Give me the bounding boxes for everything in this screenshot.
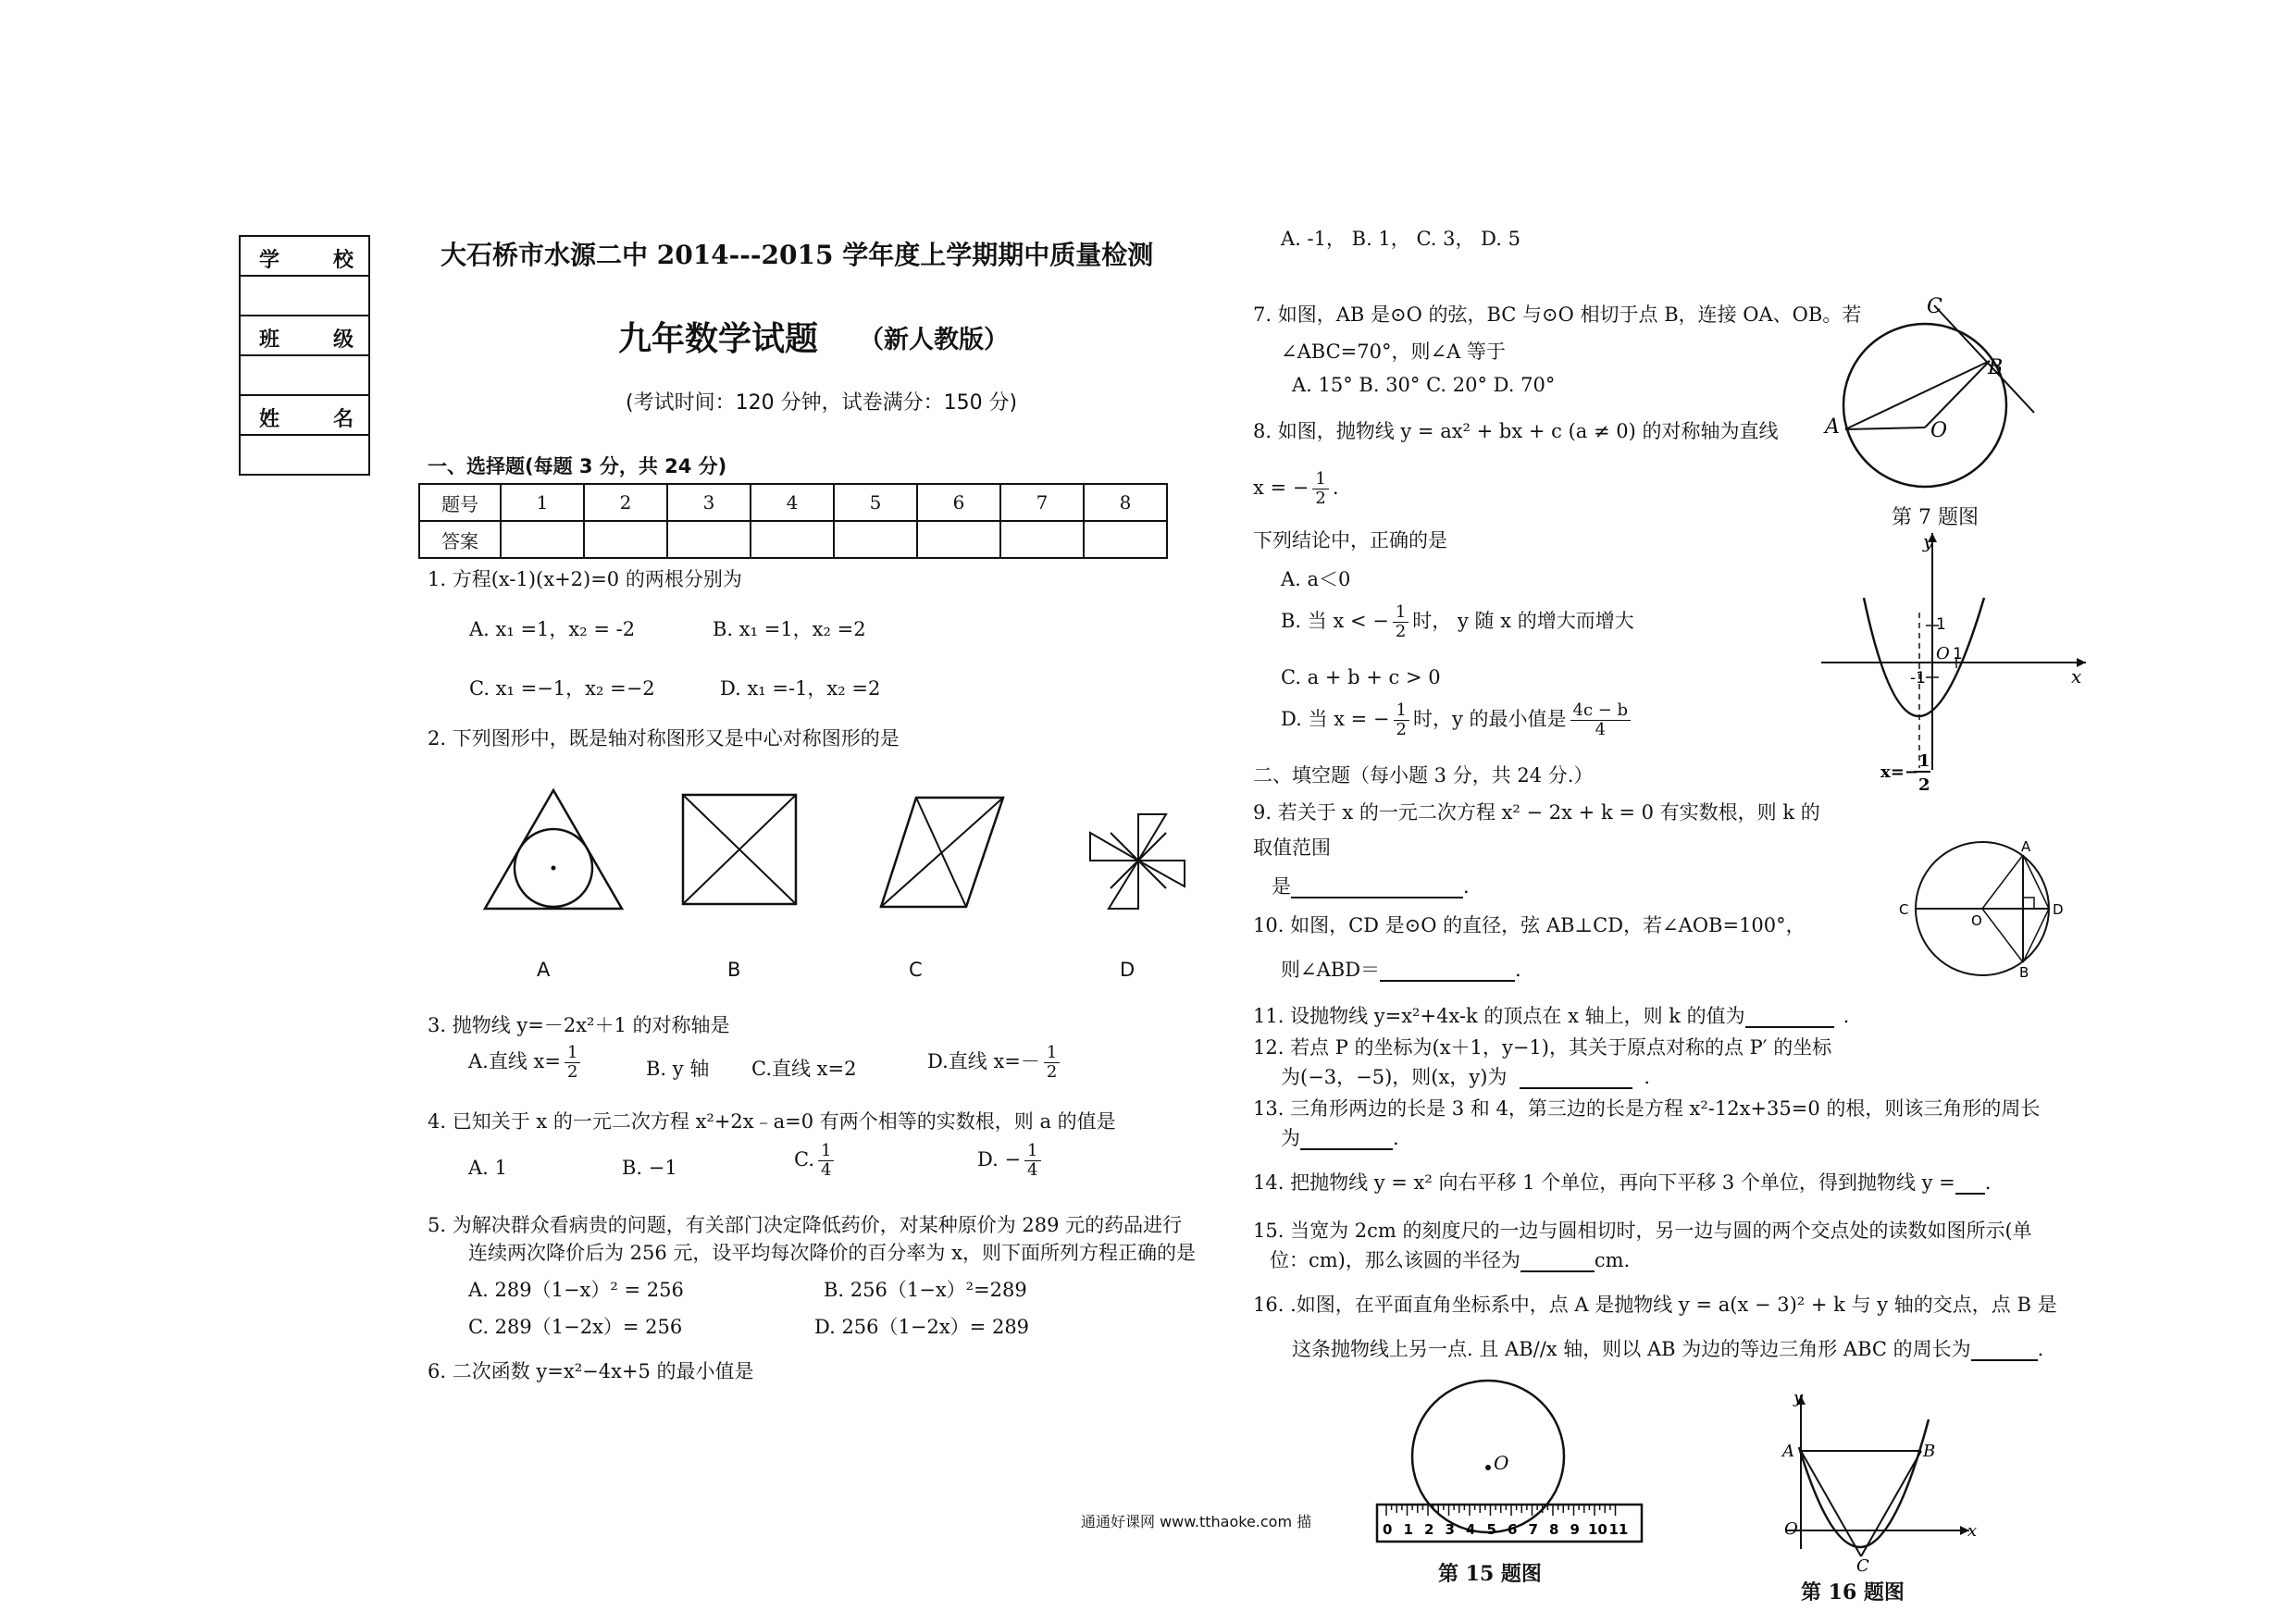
q7-caption: 第 7 题图 [1892,506,1979,529]
q6-options: A. -1， B. 1， C. 3， D. 5 [1281,228,1520,250]
footer-text: 通通好课网 www.tthaoke.com 描 [1081,1513,1312,1530]
q2-figure-b [680,792,800,907]
q7-label-o: O [1930,419,1948,442]
table-num: 3 [667,484,751,521]
ruler-number: 0 [1383,1521,1393,1538]
q5-stem-line1: 5. 为解决群众看病贵的问题，有关部门决定降低药价，对某种原价为 289 元的药品进行 [428,1214,1183,1236]
table-num: 4 [751,484,834,521]
q2-figure-c [877,794,1007,911]
answer-cell[interactable] [917,521,1000,558]
q12-stem-line1: 12. 若点 P 的坐标为(x＋1，y−1)，其关于原点对称的点 P′ 的坐标 [1253,1036,1832,1059]
q12-blank[interactable] [1520,1067,1632,1089]
q10-label-d: D [2053,901,2064,918]
q11-line: 11. 设抛物线 y=x²+4x-k 的顶点在 x 轴上，则 k 的值为 . [1253,1005,1850,1027]
ruler-ticks [1386,1505,1616,1516]
table-row1-label: 题号 [419,484,501,521]
q9-stem-line1: 9. 若关于 x 的一元二次方程 x² − 2x + k = 0 有实数根，则 k 的 [1253,801,1820,824]
q16-blank[interactable] [1971,1339,2038,1361]
q9-answer-line: 是 . [1272,875,1470,898]
q10-figure [1892,836,2077,985]
q4-option-d: D. − $\frac{1}{4}$ [977,1142,1045,1180]
q16-answer-line: 这条抛物线上另一点. 且 AB//x 轴，则以 AB 为边的等边三角形 ABC 的周长为 . [1292,1338,2044,1360]
q3-option-b: B. y 轴 [646,1058,710,1080]
q16-label-o: O [1784,1519,1798,1539]
q16-axis-x: x [1967,1521,1978,1541]
q2-figure-d [1064,805,1212,916]
q10-answer-line: 则∠ABD＝ . [1281,959,1521,981]
q8-option-c: C. a + b + c > 0 [1281,666,1441,688]
q15-answer-line: 位：cm)，那么该圆的半径为 cm. [1270,1249,1631,1271]
q8-tick-1x: 1 [1953,645,1963,663]
q2-label-a: A [537,959,551,981]
q7-label-c: C [1927,295,1942,318]
q14-line: 14. 把抛物线 y = x² 向右平移 1 个单位，再向下平移 3 个单位，得到抛物线 y = . [1253,1171,1992,1194]
q15-stem-line1: 15. 当宽为 2cm 的刻度尺的一边与圆相切时，另一边与圆的两个交点处的读数如图所示(单 [1253,1220,2032,1242]
q5-option-a: A. 289（1−x）² = 256 [468,1279,684,1301]
q8-axis-den: 2 [1918,775,1930,795]
q3-option-a: A.直线 x= $\frac{1}{2}$ [468,1044,584,1082]
info-class-field[interactable] [241,356,368,396]
q7-label-a: A [1825,415,1840,439]
q4-stem: 4. 已知关于 x 的一元二次方程 x²+2x﹣a=0 有两个相等的实数根，则 a 的值是 [428,1110,1116,1133]
q2-label-c: C [909,959,923,981]
answer-table [418,483,1168,559]
exam-edition: （新人教版） [859,326,1009,354]
info-school-field[interactable] [241,277,368,316]
answer-cell[interactable] [1000,521,1084,558]
q2-label-b: B [727,959,741,981]
q10-label-b: B [2019,964,2029,981]
q15-caption: 第 15 题图 [1438,1562,1542,1586]
answer-cell[interactable] [751,521,834,558]
q2-label-d: D [1120,959,1136,981]
q5-option-b: B. 256（1−x）²=289 [824,1279,1027,1301]
q7-options: A. 15° B. 30° C. 20° D. 70° [1292,374,1556,396]
q3-option-d: D.直线 x=－ $\frac{1}{2}$ [927,1044,1063,1082]
exam-info: (考试时间：120 分钟，试卷满分：150 分) [626,391,1018,415]
answer-cell[interactable] [584,521,667,558]
ruler-number: 6 [1508,1521,1518,1538]
q15-blank[interactable] [1520,1250,1595,1272]
q10-label-c: C [1899,901,1909,918]
q7-stem-line1: 7. 如图，AB 是⊙O 的弦，BC 与⊙O 相切于点 B，连接 OA、OB。若 [1253,304,1862,326]
q8-axis: x = − $\frac{1}{2}$ . [1253,469,1339,508]
section1-heading: 一、选择题(每题 3 分，共 24 分) [428,455,727,477]
q2-figure-a [481,787,629,912]
ruler-number: 8 [1549,1521,1559,1538]
q4-option-b: B. −1 [622,1157,677,1179]
exam-subtitle: 九年数学试题 [618,319,819,358]
q1-stem: 1. 方程(x-1)(x+2)=0 的两根分别为 [428,568,742,590]
q1-option-a: A. x₁ =1，x₂ = -2 [469,618,636,640]
table-num: 8 [1084,484,1167,521]
ruler-number: 2 [1424,1521,1434,1538]
ruler-number: 10 [1588,1521,1607,1538]
q3-stem: 3. 抛物线 y=－2x²＋1 的对称轴是 [428,1014,730,1036]
q8-option-a: A. a＜0 [1281,568,1351,590]
ruler-number: 4 [1466,1521,1476,1538]
q10-blank[interactable] [1380,960,1515,982]
q1-option-d: D. x₁ =-1，x₂ =2 [720,677,881,700]
info-name-label: 姓 名 [241,396,368,436]
info-class-label: 班 级 [241,316,368,356]
q10-label-o: O [1971,912,1982,929]
q16-label-c: C [1856,1556,1869,1576]
answer-cell[interactable] [501,521,584,558]
ruler-number: 3 [1445,1521,1455,1538]
ruler-number: 5 [1486,1521,1496,1538]
ruler-number: 11 [1608,1521,1629,1538]
student-info-box [239,235,370,476]
q16-label-a: A [1782,1442,1794,1461]
q2-stem: 2. 下列图形中，既是轴对称图形又是中心对称图形的是 [428,727,900,750]
q8-option-d: D. 当 x = − $\frac{1}{2}$ 时，y 的最小值是 $\frac{4c - b}{4}$ [1281,701,1634,739]
q16-stem-line1: 16. .如图，在平面直角坐标系中，点 A 是抛物线 y = a(x − 3)² + k 与 y 轴的交点，点 B 是 [1253,1294,2057,1316]
q8-axis-y-label: y [1923,530,1934,552]
q14-blank[interactable] [1955,1172,1985,1195]
q9-stem-line2: 取值范围 [1253,836,1331,859]
table-num: 1 [501,484,584,521]
q4-option-c: C. $\frac{1}{4}$ [794,1142,838,1180]
q15-figure [1375,1379,1653,1555]
table-row2-label: 答案 [419,521,501,558]
q15-label-o: O [1494,1452,1509,1474]
q7-figure [1825,295,2054,505]
answer-cell[interactable] [834,521,917,558]
q16-axis-y: y [1793,1388,1804,1407]
answer-cell[interactable] [1084,521,1167,558]
q9-blank[interactable] [1291,876,1463,898]
table-num: 6 [917,484,1000,521]
q5-option-d: D. 256（1−2x）= 289 [814,1316,1030,1338]
q8-axis-num: 1 [1918,751,1930,771]
q10-stem-line1: 10. 如图，CD 是⊙O 的直径，弦 AB⊥CD，若∠AOB=100°， [1253,914,1806,936]
answer-cell[interactable] [667,521,751,558]
table-num: 7 [1000,484,1084,521]
q12-answer-line: 为(−3，−5)，则(x，y)为 . [1281,1066,1651,1088]
exam-title: 大石桥市水源二中 2014---2015 学年度上学期期中质量检测 [441,240,1154,270]
table-num: 5 [834,484,917,521]
q5-option-c: C. 289（1−2x）= 256 [468,1316,683,1338]
q1-option-c: C. x₁ =−1，x₂ =−2 [469,677,655,700]
q13-answer-line: 为 . [1281,1127,1399,1149]
q13-stem-line1: 13. 三角形两边的长是 3 和 4，第三边的长是方程 x²-12x+35=0 的根，则该三角形的周长 [1253,1097,2041,1120]
info-school-label: 学 校 [241,237,368,277]
q6-stem: 6. 二次函数 y=x²−4x+5 的最小值是 [428,1360,754,1382]
q4-option-a: A. 1 [468,1157,507,1179]
section2-heading: 二、填空题（每小题 3 分，共 24 分.） [1253,764,1594,787]
q13-blank[interactable] [1300,1128,1393,1150]
table-num: 2 [584,484,667,521]
ruler-number: 1 [1403,1521,1413,1538]
q3-option-c: C.直线 x=2 [751,1058,857,1080]
q8-tick-1y: 1 [1936,615,1946,634]
q1-option-b: B. x₁ =1，x₂ =2 [713,618,866,640]
q8-origin: O [1936,644,1950,663]
ruler-number: 9 [1570,1521,1580,1538]
q8-axis-eq: x=− [1880,762,1918,782]
q16-caption: 第 16 题图 [1801,1580,1905,1604]
q8-stem-line2: 下列结论中，正确的是 [1253,529,1447,551]
q8-stem-line1: 8. 如图，抛物线 y = ax² + bx + c (a ≠ 0) 的对称轴为直线 [1253,420,1779,442]
q10-label-a: A [2021,838,2031,855]
q8-axis-x-label: x [2071,665,2082,688]
q5-stem-line2: 连续两次降价后为 256 元，设平均每次降价的百分率为 x，则下面所列方程正确的是 [468,1242,1196,1264]
q8-parabola-graph [1821,529,2090,798]
q8-option-b: B. 当 x < − $\frac{1}{2}$ 时， y 随 x 的增大而增大 [1281,602,1634,641]
q7-label-b: B [1988,356,2004,379]
q11-blank[interactable] [1745,1006,1834,1028]
q16-label-b: B [1923,1442,1936,1461]
q7-stem-line2: ∠ABC=70°，则∠A 等于 [1281,341,1506,363]
q8-tick-neg1: -1 [1910,669,1926,688]
q16-figure [1773,1388,1986,1586]
ruler-number: 7 [1528,1521,1538,1538]
info-name-field[interactable] [241,436,368,474]
